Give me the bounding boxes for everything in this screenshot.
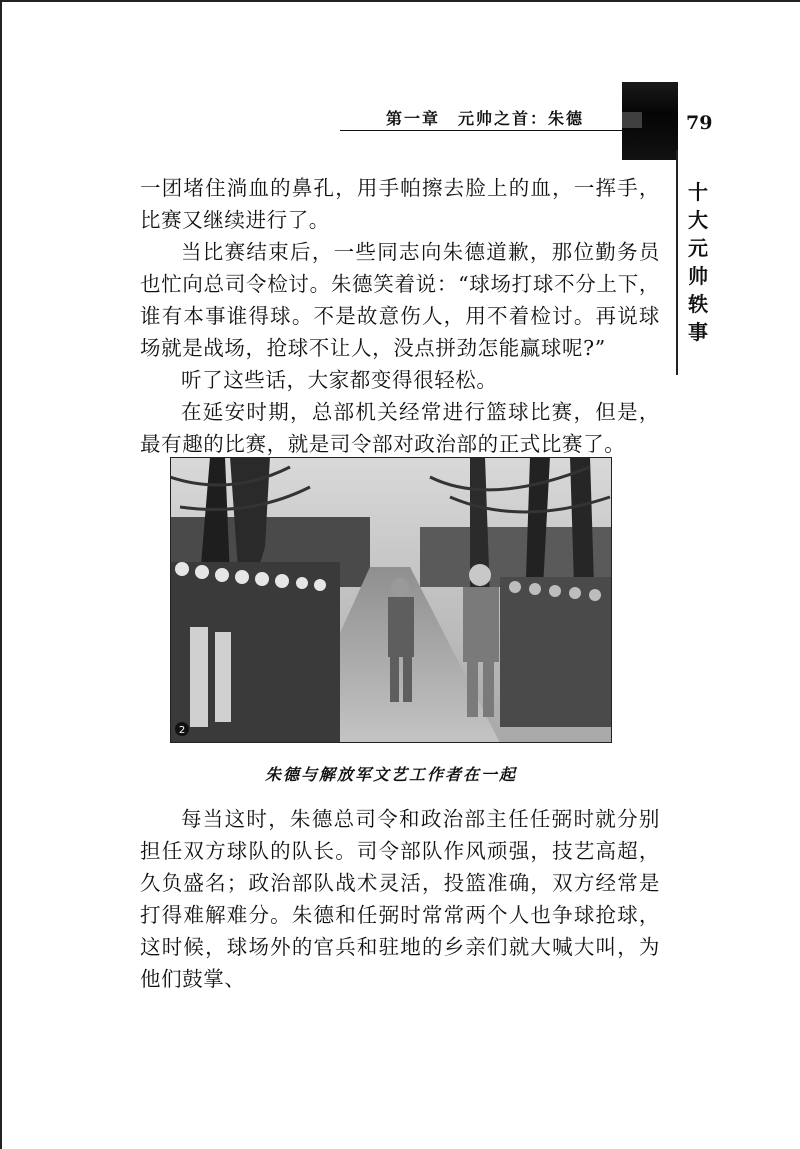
chapter-title: 第一章 元帅之首：朱德 [386,109,585,128]
paragraph: 每当这时，朱德总司令和政治部主任任弼时就分别担任双方球队的队长。司令部队作风顽强，技艺高超，久负盛名；政治部队战术灵活，投篮准确，双方经常是打得难解难分。朱德和任弼时常常两个人也争球抢球，这时候，球场外的官兵和驻地的乡亲们就大喊大叫，为他们鼓掌、 [140,807,660,991]
photo-illustration [170,457,612,743]
paragraph: 当比赛结束后，一些同志向朱德道歉，那位勤务员也忙向总司令检讨。朱德笑着说：“球场打球不分上下，谁有本事谁得球。不是故意伤人，用不着检讨。再说球场就是战场，抢球不让人，没点拼劲怎能赢球呢?” [140,240,660,360]
running-header [340,100,630,131]
photo-caption: 朱德与解放军文艺工作者在一起 [264,765,517,784]
side-book-title: 十大元帅轶事 [688,180,708,344]
page-top-border [0,0,800,2]
page-number: 79 [686,112,713,134]
photograph [170,457,612,743]
photo-corner-mark: 2 [178,725,186,736]
paragraph: 在延安时期，总部机关经常进行篮球比赛，但是，最有趣的比赛，就是司令部对政治部的正式比赛了。 [140,400,660,456]
side-divider [676,150,678,375]
body-text-bottom [140,803,660,995]
header-decoration [622,82,678,160]
body-text-top [140,172,660,460]
paragraph: 听了这些话，大家都变得很轻松。 [181,368,498,392]
paragraph: 一团堵住淌血的鼻孔，用手帕擦去脸上的血，一挥手，比赛又继续进行了。 [140,176,660,232]
page-left-border [0,0,2,1149]
